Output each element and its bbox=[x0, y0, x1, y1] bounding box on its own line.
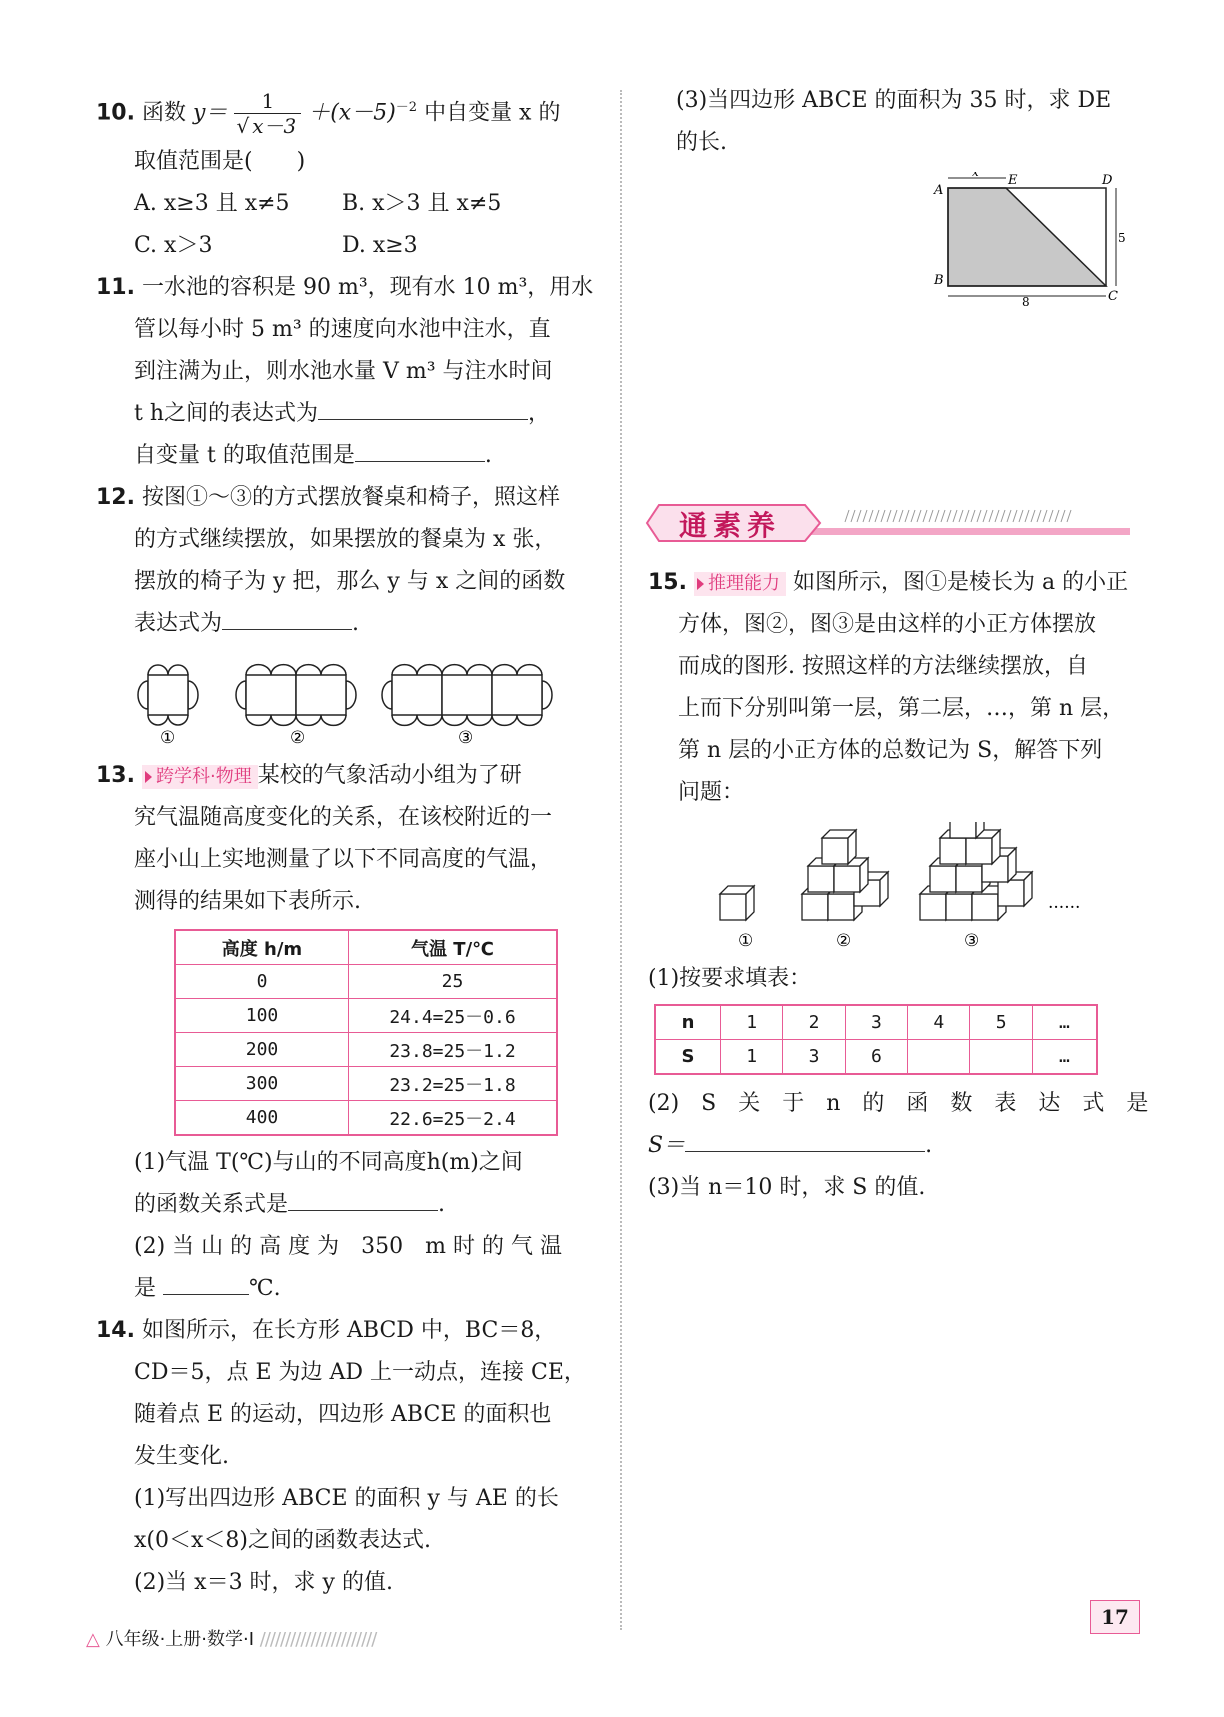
question-text: 上而下分别叫第一层，第二层，…，第 n 层， bbox=[678, 696, 1125, 721]
question-text: 一水池的容积是 90 m³，现有水 10 m³，用水 bbox=[141, 275, 594, 301]
question-text: 到注满为止，则水池水量 V m³ 与注水时间 bbox=[134, 359, 553, 385]
subject-tag: 跨学科·物理 bbox=[142, 765, 258, 789]
table-cell-blank[interactable] bbox=[908, 1040, 970, 1075]
answer-blank[interactable] bbox=[355, 441, 485, 462]
table-row bbox=[175, 999, 557, 1033]
question-text: t h之间的表达式为 bbox=[134, 401, 319, 427]
question-text: CD＝5，点 E 为边 AD 上一动点，连接 CE， bbox=[134, 1360, 586, 1386]
ellipsis: ...... bbox=[1048, 893, 1081, 913]
table-cell: 1 bbox=[721, 1040, 783, 1075]
table-cell: 22.6=25－2.4 bbox=[349, 1101, 558, 1136]
punctuation: ℃. bbox=[249, 1276, 281, 1302]
cubes-figure bbox=[678, 822, 1118, 954]
question-text: 的方式继续摆放，如果摆放的餐桌为 x 张， bbox=[134, 527, 557, 553]
question-text: 随着点 E 的运动，四边形 ABCE 的面积也 bbox=[134, 1402, 552, 1428]
point-label: C bbox=[1108, 289, 1118, 304]
table-cell: 0 bbox=[175, 965, 349, 999]
sub-question: (2) S 关 于 n 的 函 数 表 达 式 是 bbox=[648, 1091, 1149, 1116]
figure-label: ① bbox=[738, 931, 754, 951]
table-cell: 24.4=25－0.6 bbox=[349, 999, 558, 1033]
question-number: 11. bbox=[96, 275, 135, 301]
question-12 bbox=[96, 477, 596, 749]
table-row bbox=[175, 1033, 557, 1067]
punctuation: . bbox=[438, 1192, 446, 1218]
sub-question: (1)气温 T(℃)与山的不同高度h(m)之间 bbox=[134, 1150, 523, 1176]
answer-blank[interactable] bbox=[163, 1274, 249, 1295]
table-cell: 5 bbox=[970, 1005, 1032, 1040]
table-cell: … bbox=[1032, 1005, 1097, 1040]
question-text: 表达式为 bbox=[134, 611, 223, 637]
question-number: 13. bbox=[96, 763, 135, 789]
table-row bbox=[655, 1040, 1097, 1075]
table-cell: 3 bbox=[845, 1005, 907, 1040]
tables-chairs-figure bbox=[126, 645, 606, 745]
question-11 bbox=[96, 267, 596, 477]
punctuation: . bbox=[484, 443, 492, 469]
question-text: 第 n 层的小正方体的总数记为 S，解答下列 bbox=[678, 738, 1103, 763]
temperature-table bbox=[174, 929, 558, 1136]
sub-question: S＝ bbox=[648, 1133, 686, 1158]
answer-blank[interactable] bbox=[685, 1131, 925, 1152]
segment-label: x bbox=[972, 172, 979, 179]
sub-question: (1)按要求填表： bbox=[648, 966, 812, 991]
table-cell-blank[interactable] bbox=[970, 1040, 1032, 1075]
question-text: 管以每小时 5 m³ 的速度向水池中注水，直 bbox=[134, 317, 551, 343]
question-number: 12. bbox=[96, 485, 135, 511]
rectangle-abcd-figure bbox=[926, 172, 1186, 312]
equation-rhs: ＋(x－5) bbox=[308, 100, 396, 126]
fraction-numerator: 1 bbox=[234, 89, 301, 114]
sub-question: (3)当四边形 ABCE 的面积为 35 时，求 DE bbox=[676, 88, 1112, 113]
point-label: B bbox=[934, 273, 944, 288]
sub-question: 是 bbox=[134, 1276, 157, 1302]
question-text: 如图所示，在长方形 ABCD 中，BC＝8， bbox=[141, 1318, 557, 1344]
question-10 bbox=[96, 80, 596, 267]
option-b: B. x＞3 且 x≠5 bbox=[342, 191, 502, 217]
options-row bbox=[96, 225, 596, 267]
fraction bbox=[234, 89, 301, 138]
segment-label: 8 bbox=[1022, 295, 1030, 309]
column-divider bbox=[620, 90, 622, 1630]
sub-question: (1)写出四边形 ABCE 的面积 y 与 AE 的长 bbox=[134, 1486, 559, 1512]
answer-blank[interactable] bbox=[318, 399, 528, 420]
table-header: S bbox=[655, 1040, 721, 1075]
question-text: 函数 bbox=[141, 100, 186, 126]
footer-text: 八年级·上册·数学·I bbox=[105, 1629, 255, 1650]
question-text: 取值范围是( ) bbox=[134, 149, 306, 175]
question-text: 摆放的椅子为 y 把，那么 y 与 x 之间的函数 bbox=[134, 569, 566, 595]
question-text: 方体，图②，图③是由这样的小正方体摆放 bbox=[678, 612, 1097, 637]
footer bbox=[86, 1625, 376, 1651]
question-text: 中自变量 x 的 bbox=[424, 100, 561, 126]
section-banner bbox=[645, 500, 1135, 546]
question-text: 发生变化. bbox=[134, 1444, 229, 1470]
answer-blank[interactable] bbox=[288, 1190, 438, 1211]
sub-question: 的函数关系式是 bbox=[134, 1192, 289, 1218]
option-a: A. x≥3 且 x≠5 bbox=[134, 191, 290, 217]
sub-question: (2)当 x＝3 时，求 y 的值. bbox=[134, 1570, 393, 1596]
question-14 bbox=[96, 1310, 596, 1604]
table-header: n bbox=[655, 1005, 721, 1040]
table-cell: … bbox=[1032, 1040, 1097, 1075]
figure-label: ① bbox=[160, 728, 176, 746]
question-text: 问题： bbox=[678, 780, 745, 805]
ns-table bbox=[654, 1004, 1098, 1075]
question-text: 按图①～③的方式摆放餐桌和椅子，照这样 bbox=[141, 485, 560, 511]
table-row bbox=[175, 1101, 557, 1136]
table-cell: 2 bbox=[783, 1005, 845, 1040]
footer-logo-icon: △ bbox=[86, 1629, 100, 1650]
sub-question: x(0＜x＜8)之间的函数表达式. bbox=[134, 1528, 431, 1554]
option-d: D. x≥3 bbox=[342, 233, 418, 259]
figure-label: ② bbox=[836, 931, 852, 951]
table-cell: 400 bbox=[175, 1101, 349, 1136]
table-row bbox=[175, 1067, 557, 1101]
question-number: 15. bbox=[648, 570, 687, 595]
sub-question: (3)当 n＝10 时，求 S 的值. bbox=[648, 1175, 926, 1200]
table-row bbox=[655, 1005, 1097, 1040]
skill-tag: 推理能力 bbox=[694, 572, 786, 596]
table-cell: 6 bbox=[845, 1040, 907, 1075]
table-cell: 23.2=25－1.8 bbox=[349, 1067, 558, 1101]
section-title: 通素养 bbox=[679, 509, 782, 542]
table-header: 气温 T/℃ bbox=[349, 930, 558, 965]
question-13 bbox=[96, 755, 596, 1310]
question-15 bbox=[648, 562, 1148, 1209]
point-label: D bbox=[1102, 173, 1113, 188]
question-number: 10. bbox=[96, 100, 135, 126]
question-text: 某校的气象活动小组为了研 bbox=[257, 763, 522, 789]
question-text: 如图所示，图①是棱长为 a 的小正 bbox=[792, 570, 1129, 595]
table-cell: 3 bbox=[783, 1040, 845, 1075]
exponent: －2 bbox=[395, 100, 418, 115]
segment-label: 5 bbox=[1118, 231, 1126, 245]
table-cell: 300 bbox=[175, 1067, 349, 1101]
question-text: 自变量 t 的取值范围是 bbox=[134, 443, 355, 469]
table-cell: 1 bbox=[721, 1005, 783, 1040]
table-cell: 23.8=25－1.2 bbox=[349, 1033, 558, 1067]
answer-blank[interactable] bbox=[222, 609, 352, 630]
fraction-denominator: √ x－3 bbox=[234, 114, 301, 138]
punctuation: . bbox=[352, 611, 360, 637]
punctuation: . bbox=[925, 1133, 933, 1158]
option-c: C. x＞3 bbox=[134, 233, 213, 259]
right-column bbox=[676, 80, 1146, 316]
table-cell: 100 bbox=[175, 999, 349, 1033]
figure-label: ③ bbox=[458, 728, 474, 746]
left-column bbox=[96, 80, 596, 1604]
question-text: 究气温随高度变化的关系，在该校附近的一 bbox=[134, 805, 553, 831]
page-number: 17 bbox=[1090, 1600, 1140, 1634]
options-row bbox=[96, 183, 596, 225]
table-header: 高度 h/m bbox=[175, 930, 349, 965]
figure-label: ③ bbox=[964, 931, 980, 951]
punctuation: ， bbox=[528, 401, 551, 427]
question-text: 座小山上实地测量了以下不同高度的气温， bbox=[134, 847, 553, 873]
sub-question: (2) 当 山 的 高 度 为 350 m 时 的 气 温 bbox=[134, 1234, 562, 1260]
sub-question: 的长. bbox=[676, 130, 727, 155]
figure-label: ② bbox=[290, 728, 306, 746]
question-text: 而成的图形. 按照这样的方法继续摆放，自 bbox=[678, 654, 1088, 679]
equation-lhs: y＝ bbox=[193, 100, 228, 126]
question-number: 14. bbox=[96, 1318, 135, 1344]
point-label: E bbox=[1008, 173, 1018, 188]
table-row bbox=[175, 965, 557, 999]
point-label: A bbox=[934, 183, 944, 198]
footer-decoration: /////////////////////// bbox=[259, 1629, 377, 1650]
question-text: 测得的结果如下表所示. bbox=[134, 889, 361, 915]
table-cell: 25 bbox=[349, 965, 558, 999]
table-cell: 200 bbox=[175, 1033, 349, 1067]
sqrt-content: x－3 bbox=[249, 113, 299, 138]
table-cell: 4 bbox=[908, 1005, 970, 1040]
